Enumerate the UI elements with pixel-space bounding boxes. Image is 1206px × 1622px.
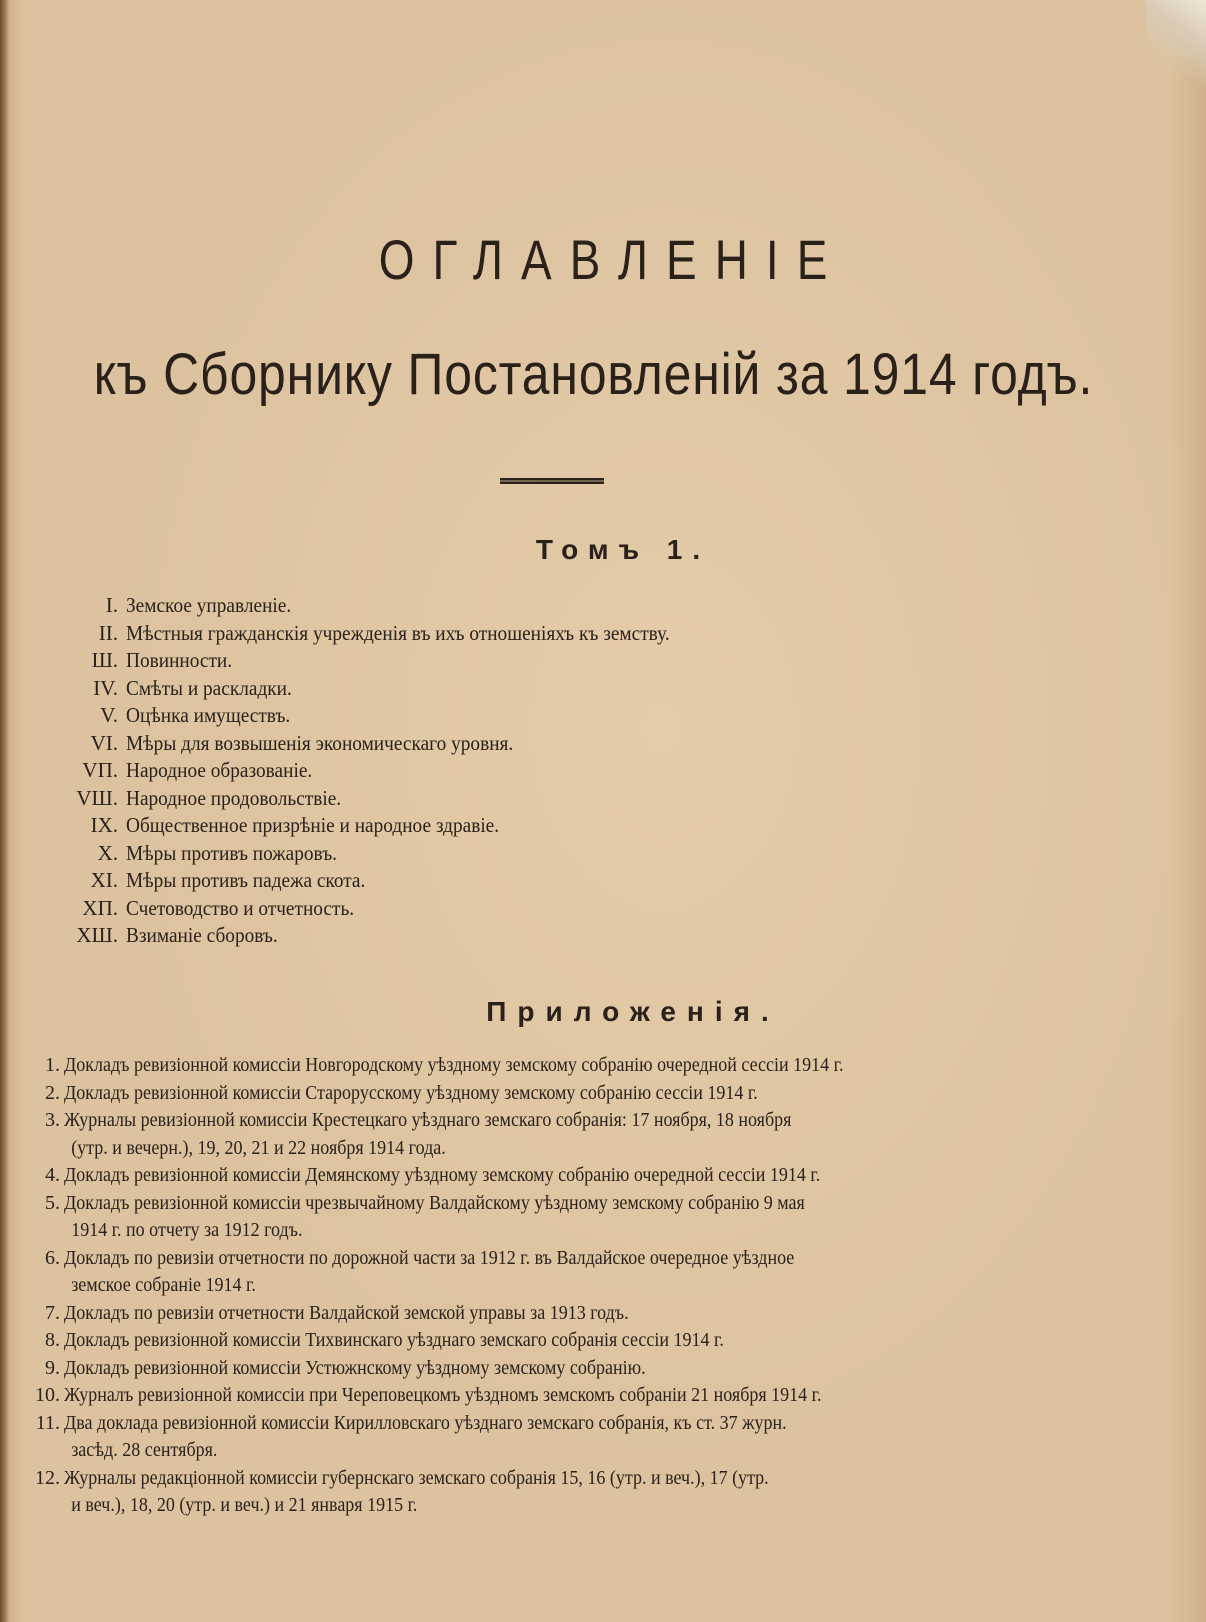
section-title: Мѣры противъ пожаровъ. [126,840,338,865]
section-title: Мѣры противъ падежа скота. [126,868,366,892]
section-item [48,812,717,840]
appendix-text [64,1107,1090,1162]
section-item [48,922,717,950]
appendix-number: 11. [35,1411,60,1434]
section-title: Взиманіе сборовъ. [126,923,278,947]
section-number: II. [98,620,118,645]
section-item [48,895,717,923]
section-title: Оцѣнка имуществъ. [126,703,291,727]
section-title: Мѣры для возвышенія экономическаго уровня. [126,730,514,755]
section-title: Общественное призрѣніе и народное здравіе. [126,813,500,837]
section-number: IX. [90,813,118,837]
appendix-item [24,1300,1090,1328]
appendix-line: 1914 г. по отчету за 1912 годъ. [71,1219,303,1241]
section-number: IV. [93,675,118,700]
binding-edge [0,0,9,1622]
section-title: Повинности. [126,648,233,672]
sections-list [48,592,717,950]
appendix-line: Докладъ по ревизіи отчетности Валдайской земской управы за 1913 годъ. [64,1301,629,1324]
appendix-number: 10. [35,1384,60,1406]
appendix-number: 4. [45,1164,60,1186]
section-item [48,647,717,675]
appendix-item [24,1465,1090,1520]
appendix-number: 7. [45,1301,60,1324]
appendix-text [64,1245,1090,1300]
section-title: Счетоводство и отчетность. [126,895,355,920]
section-item [48,757,717,785]
appendix-number: 2. [45,1081,60,1104]
section-number: V. [100,703,118,727]
section-item [48,840,717,868]
appendix-number: 12. [35,1466,60,1489]
appendix-item [24,1107,1090,1162]
volume-heading: Томъ 1. [535,534,711,565]
appendix-item [24,1190,1090,1245]
appendix-item [24,1327,1090,1355]
appendix-line: и веч.), 18, 20 (утр. и веч.) и 21 января 1915 г. [71,1494,418,1516]
appendix-text [64,1382,1090,1410]
appendix-text [64,1052,1090,1080]
torn-corner [1146,0,1206,90]
appendix-line: Журналъ ревизіонной комиссіи при Череповецкомъ уѣздномъ земскомъ собраніи 21 ноября 1914 г. [64,1384,822,1406]
appendix-text [64,1080,1090,1108]
appendix-number: 3. [45,1109,60,1131]
appendix-text [64,1355,1090,1383]
appendix-item [24,1052,1090,1080]
section-item [48,675,717,703]
appendix-line: Два доклада ревизіонной комиссіи Кирилловскаго уѣзднаго земскаго собранія, къ ст. 37 журн. [64,1411,787,1434]
appendix-line: Докладъ ревизіонной комиссіи Старорусскому уѣздному земскому собранію сессіи 1914 г. [64,1081,758,1104]
appendix-line: Докладъ ревизіонной комиссіи Новгородскому уѣздному земскому собранію очередной сессіи 1914 г. [64,1054,844,1076]
section-number: X. [97,840,118,865]
appendix-item [24,1410,1090,1465]
appendix-text [64,1410,1090,1465]
appendix-number: 6. [45,1246,60,1269]
appendix-number: 8. [45,1329,60,1351]
section-item [48,867,717,895]
appendix-text [64,1327,1090,1355]
appendix-item [24,1080,1090,1108]
appendix-number: 1. [45,1054,60,1076]
appendix-line: Журналы редакціонной комиссіи губернскаго земскаго собранія 15, 16 (утр. и веч.), 17 (утр. [64,1466,769,1489]
section-title: Смѣты и раскладки. [126,675,292,700]
section-title: Народное продовольствіе. [126,785,342,810]
section-item [48,785,717,813]
appendix-text [64,1190,1090,1245]
appendix-line: Докладъ ревизіонной комиссіи Тихвинскаго уѣзднаго земскаго собранія сессіи 1914 г. [64,1329,724,1351]
appendix-item [24,1382,1090,1410]
appendix-line: Докладъ по ревизіи отчетности по дорожной части за 1912 г. въ Валдайское очередное уѣздное [64,1246,795,1269]
appendix-item [24,1245,1090,1300]
appendix-line: (утр. и вечерн.), 19, 20, 21 и 22 ноября 1914 года. [71,1136,446,1159]
section-item [48,592,717,620]
section-number: XШ. [76,923,118,947]
appendix-line: засѣд. 28 сентября. [71,1439,218,1461]
section-number: VШ. [76,785,118,810]
section-number: Ш. [91,648,118,672]
appendix-number: 9. [45,1356,60,1379]
appendix-line: Журналы ревизіонной комиссіи Крестецкаго уѣзднаго земскаго собранія: 17 ноября, 18 ноября [64,1109,792,1131]
section-number: I. [105,593,118,617]
appendix-line: Докладъ ревизіонной комиссіи чрезвычайному Валдайскому уѣздному земскому собранію 9 мая [64,1191,805,1214]
title-divider [500,478,604,484]
section-item [48,730,717,758]
section-item [48,702,717,730]
appendix-text [64,1300,1090,1328]
appendix-line: Докладъ ревизіонной комиссіи Устюжнскому уѣздному земскому собранію. [64,1356,646,1379]
appendix-item [24,1162,1090,1190]
appendix-list [24,1052,1090,1520]
appendix-heading: Приложенія. [486,996,780,1027]
section-title: Мѣстныя гражданскія учрежденія въ ихъ отношеніяхъ къ земству. [126,620,670,645]
appendix-line: Докладъ ревизіонной комиссіи Демянскому уѣздному земскому собранію очередной сессіи 1914 г. [64,1164,821,1186]
section-title: Земское управленіе. [126,593,292,617]
section-item [48,620,717,648]
section-title: Народное образованіе. [126,758,313,782]
appendix-number: 5. [45,1191,60,1214]
section-number: VП. [82,758,118,782]
page-title: ОГЛАВЛЕНІЕ [378,228,846,291]
section-number: VI. [90,730,118,755]
appendix-text [64,1162,1090,1190]
appendix-item [24,1355,1090,1383]
appendix-text [64,1465,1090,1520]
page-subtitle: къ Сборнику Постановленій за 1914 годъ. [93,342,1094,407]
section-number: XП. [82,895,118,920]
appendix-line: земское собраніе 1914 г. [71,1274,256,1296]
section-number: XI. [90,868,118,892]
